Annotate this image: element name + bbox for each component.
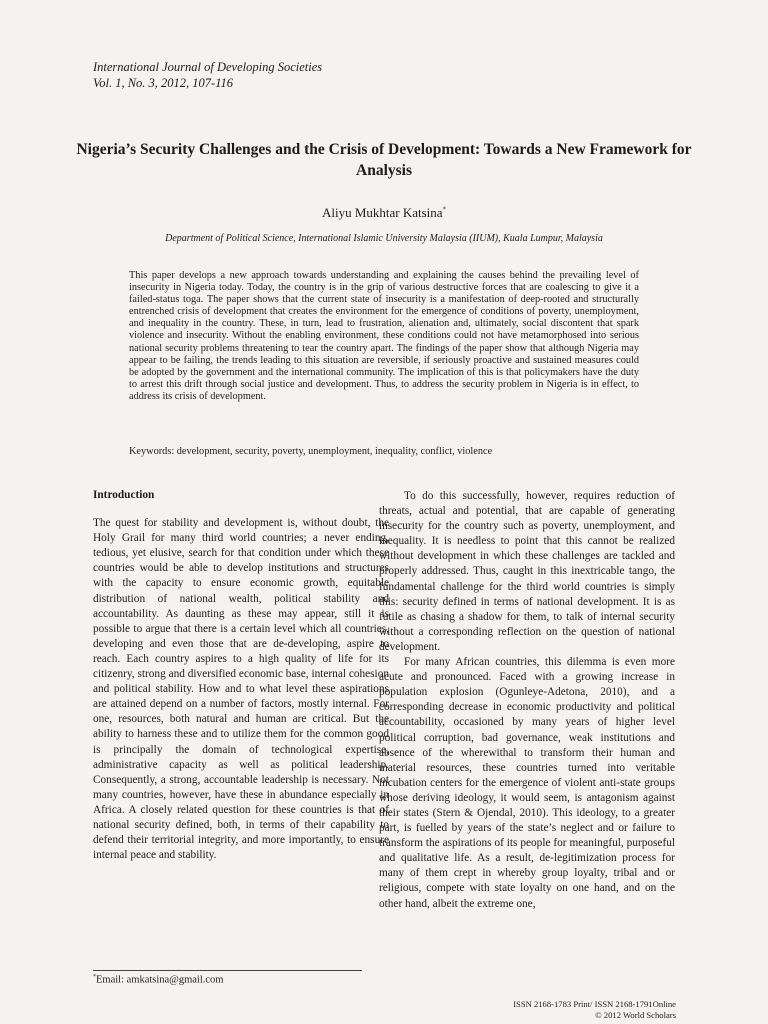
issn-line: ISSN 2168-1783 Print/ ISSN 2168-1791Online [513, 999, 676, 1009]
footnote-divider [93, 970, 362, 971]
publisher-info [450, 999, 676, 1021]
copyright-line: © 2012 World Scholars [595, 1010, 676, 1020]
left-column [93, 488, 389, 863]
footnote-email: Email: amkatsina@gmail.com [96, 974, 224, 986]
journal-header [93, 59, 322, 91]
body-paragraph-1: The quest for stability and development is, without doubt, the Holy Grail for many third world countries; a never ending, tedious, yet elusive, search for that condition under which these countries would be able to develop institutions and structures with the capacity to ensure economic growth, equitable distribution of national wealth, political stability and accountability. As daunting as these may appear, still it is possible to argue that there is a certain level which all countries, developing and even those that are de-developing, aspire to reach. Each country aspires to a high quality of life for its citizenry, strong and diversified economic base, internal cohesion and political stability. How and to what level these aspirations are attained depend on a number of factors, mostly internal. For one, resources, both natural and human are critical. But the ability to harness these and to utilize them for the common good is principally the domain of technological expertise, administrative capacity as well as political leadership. Consequently, a strong, accountable leadership is necessary. Not many countries, however, have these in abundance especially in Africa. A closely related question for these countries is that of national security defined, both, in terms of their capability to defend their territorial integrity, and more importantly, to ensure internal peace and stability. [93, 517, 389, 862]
footnote [93, 974, 223, 986]
author-footnote-marker: * [442, 205, 447, 214]
keywords: Keywords: development, security, poverty, unemployment, inequality, conflict, violence [129, 446, 493, 457]
abstract: This paper develops a new approach towards understanding and explaining the causes behind the prevailing level of insecurity in Nigeria today. Today, the country is in the grip of various destructive forces that are coalescing to give it a failed-status toga. The paper shows that the current state of insecurity is a manifestation of deep-rooted and structurally entrenched crisis of development that creates the environment for the emergence of conditions of poverty, unemployment, and inequality in the country. These, in turn, lead to frustration, alienation and, ultimately, social discontent that spark violence and insecurity. Without the enabling environment, these conditions could not have metamorphosed into serious national security problems threatening to tear the country apart. The findings of the paper show that although Nigeria may appear to be failing, the trends leading to this situation are reversible, if seriously proactive and sustained measures could be adopted by the government and the international community. The implication of this is that policymakers have the duty to arrest this drift through social justice and development. Thus, to address the security problem in Nigeria is in effect, to address its crisis of development. [129, 270, 639, 402]
affiliation: Department of Political Science, International Islamic University Malaysia (IIUM), Kuala Lumpur, Malaysia [165, 233, 603, 244]
footnote-marker: * [93, 974, 96, 980]
journal-name: International Journal of Developing Societies [93, 60, 323, 74]
body-paragraph-3: For many African countries, this dilemma is even more acute and pronounced. Faced with a growing increase in population explosion (Ogunleye-Adetona, 2010), and a corresponding decrease in economic productivity and political accountability, occasioned by many years of higher level political corruption, bad governance, weak institutions and absence of the wherewithal to transform their human and material resources, these countries turned into veritable incubation centers for the emergence of violent anti-state groups whose deriving ideology, it would seem, is antagonism against their states (Stern & Ojendal, 2010). This ideology, to a greater part, is fuelled by years of the state’s neglect and or failure to transform the aspirations of its people for meaningful, purposeful and qualitative life. As a result, de-legitimization process for many of them crept in whereby group loyalty, tribal and or religious, compete with state loyalty on one hand, and on the other hand, albeit the extreme one, [379, 656, 675, 910]
body-paragraph-2: To do this successfully, however, requires reduction of threats, actual and potential, that are capable of generating insecurity for the country such as poverty, unemployment, and inequality. It is needless to point that this cannot be realized without development in which these challenges are tackled and properly addressed. Thus, caught in this inextricable tango, the fundamental challenge for the third world countries is simply this: security defined in terms of national development. It is as futile as chasing a shadow for them, to talk of internal security without a corresponding reflection on the question of national development. [379, 490, 675, 653]
section-heading-introduction: Introduction [93, 489, 155, 501]
author-name: Aliyu Mukhtar Katsina [321, 205, 443, 220]
journal-volume: Vol. 1, No. 3, 2012, 107-116 [93, 76, 234, 90]
paper-title: Nigeria’s Security Challenges and the Crisis of Development: Towards a New Framework for Analysis [76, 141, 692, 179]
author [0, 205, 768, 221]
right-column [379, 489, 675, 912]
